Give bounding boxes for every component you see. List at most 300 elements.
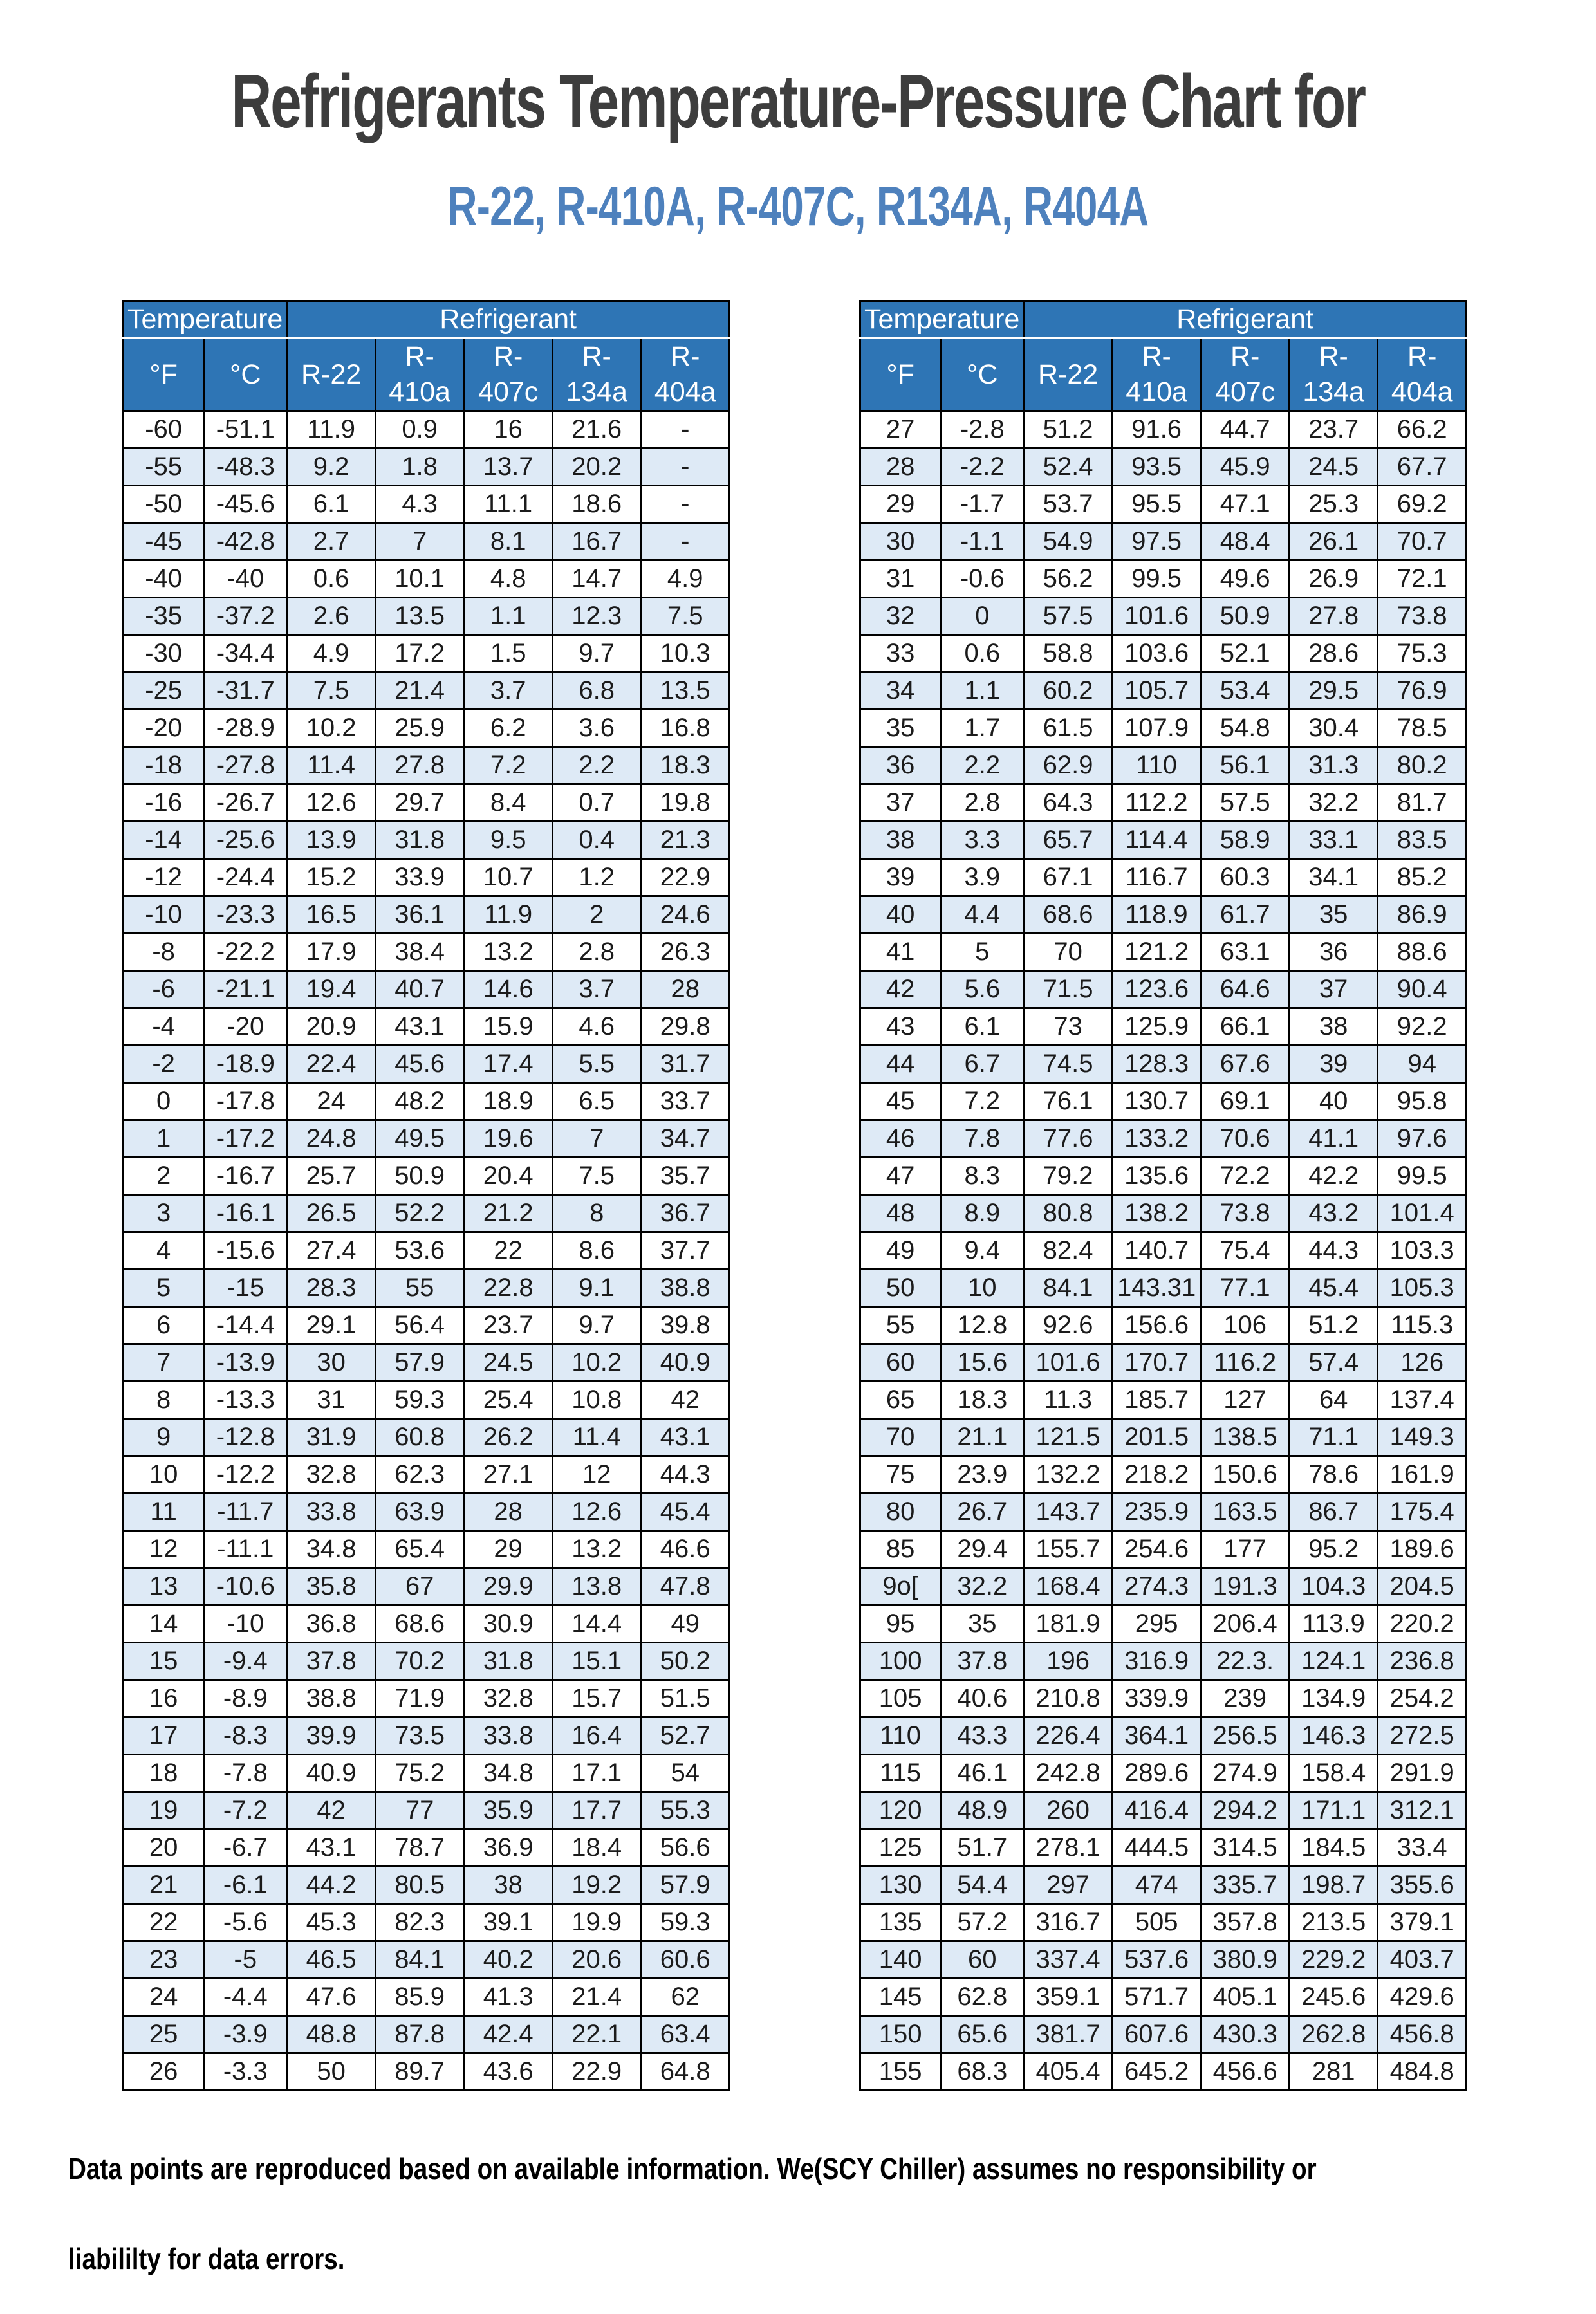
table-cell: 68.3 bbox=[941, 2053, 1024, 2091]
table-cell: 101.6 bbox=[1112, 598, 1201, 635]
table-cell: 95.2 bbox=[1289, 1531, 1378, 1568]
table-cell: 17.4 bbox=[464, 1046, 553, 1083]
table-cell: 79.2 bbox=[1024, 1158, 1113, 1195]
table-cell: 289.6 bbox=[1112, 1755, 1201, 1792]
table-cell: 41.1 bbox=[1289, 1120, 1378, 1158]
table-cell: 82.3 bbox=[375, 1904, 464, 1941]
table-row bbox=[860, 1606, 1467, 1643]
table-cell: 149.3 bbox=[1378, 1419, 1467, 1456]
table-cell: 69.2 bbox=[1378, 486, 1467, 523]
table-cell: 75.2 bbox=[375, 1755, 464, 1792]
table-cell: 235.9 bbox=[1112, 1494, 1201, 1531]
table-cell: 21.1 bbox=[941, 1419, 1024, 1456]
table-cell: -9.4 bbox=[204, 1643, 287, 1680]
table-row bbox=[124, 560, 730, 598]
table-cell: 4 bbox=[124, 1232, 204, 1270]
table-cell: 1 bbox=[124, 1120, 204, 1158]
table-cell: 359.1 bbox=[1024, 1979, 1113, 2016]
table-cell: 57.4 bbox=[1289, 1344, 1378, 1382]
table-cell: 27.8 bbox=[1289, 598, 1378, 635]
table-cell: 146.3 bbox=[1289, 1717, 1378, 1755]
table-cell: 52.1 bbox=[1201, 635, 1290, 672]
table-cell: 135.6 bbox=[1112, 1158, 1201, 1195]
table-cell: 65.6 bbox=[941, 2016, 1024, 2053]
table-cell: 6.1 bbox=[287, 486, 376, 523]
table-cell: -16.1 bbox=[204, 1195, 287, 1232]
table-cell: 77.1 bbox=[1201, 1270, 1290, 1307]
table-cell: 89.7 bbox=[375, 2053, 464, 2091]
table-cell: 2.7 bbox=[287, 523, 376, 560]
table-cell: 47.1 bbox=[1201, 486, 1290, 523]
table-cell: 3.7 bbox=[552, 971, 641, 1008]
table-cell: 70 bbox=[1024, 934, 1113, 971]
table-cell: 2.8 bbox=[552, 934, 641, 971]
table-cell: 35 bbox=[1289, 896, 1378, 934]
table-cell: 94 bbox=[1378, 1046, 1467, 1083]
column-header-row bbox=[124, 338, 730, 411]
table-cell: 130 bbox=[860, 1867, 941, 1904]
table-cell: 68.6 bbox=[375, 1606, 464, 1643]
table-cell: 35.7 bbox=[641, 1158, 730, 1195]
table-cell: 14.7 bbox=[552, 560, 641, 598]
table-cell: -20 bbox=[124, 710, 204, 747]
table-cell: 48 bbox=[860, 1195, 941, 1232]
table-cell: 65 bbox=[860, 1382, 941, 1419]
table-row bbox=[860, 1344, 1467, 1382]
group-header-row bbox=[124, 301, 730, 338]
table-cell: 75 bbox=[860, 1456, 941, 1494]
page bbox=[0, 57, 1596, 2277]
table-cell: 40.7 bbox=[375, 971, 464, 1008]
table-cell: -2 bbox=[124, 1046, 204, 1083]
table-cell: 196 bbox=[1024, 1643, 1113, 1680]
table-cell: -10 bbox=[204, 1606, 287, 1643]
table-cell: 138.2 bbox=[1112, 1195, 1201, 1232]
table-cell: -13.3 bbox=[204, 1382, 287, 1419]
table-cell: 13.9 bbox=[287, 822, 376, 859]
table-cell: 114.4 bbox=[1112, 822, 1201, 859]
temperature-pressure-table-right bbox=[859, 300, 1467, 2091]
table-cell: 2 bbox=[124, 1158, 204, 1195]
table-cell: 22 bbox=[464, 1232, 553, 1270]
table-row bbox=[860, 1531, 1467, 1568]
table-cell: 242.8 bbox=[1024, 1755, 1113, 1792]
table-row bbox=[124, 1270, 730, 1307]
table-cell: - bbox=[641, 486, 730, 523]
table-cell: -34.4 bbox=[204, 635, 287, 672]
table-row bbox=[860, 1755, 1467, 1792]
table-row bbox=[124, 896, 730, 934]
table-cell: 13.5 bbox=[375, 598, 464, 635]
table-cell: 16.7 bbox=[552, 523, 641, 560]
table-cell: 51.2 bbox=[1289, 1307, 1378, 1344]
table-cell: -1.1 bbox=[941, 523, 1024, 560]
table-cell: 115.3 bbox=[1378, 1307, 1467, 1344]
table-cell: 11.9 bbox=[464, 896, 553, 934]
table-row bbox=[124, 1941, 730, 1979]
table-cell: 106 bbox=[1201, 1307, 1290, 1344]
table-row bbox=[860, 1120, 1467, 1158]
table-cell: 143.7 bbox=[1024, 1494, 1113, 1531]
table-cell: 59.3 bbox=[375, 1382, 464, 1419]
table-cell: -30 bbox=[124, 635, 204, 672]
column-header: R-22 bbox=[1024, 338, 1113, 411]
table-cell: 105.7 bbox=[1112, 672, 1201, 710]
table-row bbox=[124, 1456, 730, 1494]
table-cell: -1.7 bbox=[941, 486, 1024, 523]
table-cell: 137.4 bbox=[1378, 1382, 1467, 1419]
table-row bbox=[860, 1717, 1467, 1755]
table-cell: 66.1 bbox=[1201, 1008, 1290, 1046]
table-cell: 6.8 bbox=[552, 672, 641, 710]
table-row bbox=[124, 1755, 730, 1792]
table-cell: 0.4 bbox=[552, 822, 641, 859]
table-cell: 13.2 bbox=[464, 934, 553, 971]
table-cell: 607.6 bbox=[1112, 2016, 1201, 2053]
table-cell: 2.2 bbox=[941, 747, 1024, 784]
table-cell: 53.6 bbox=[375, 1232, 464, 1270]
table-cell: 19.4 bbox=[287, 971, 376, 1008]
table-cell: 24.5 bbox=[464, 1344, 553, 1382]
table-cell: 6.1 bbox=[941, 1008, 1024, 1046]
table-cell: 132.2 bbox=[1024, 1456, 1113, 1494]
table-row bbox=[124, 1643, 730, 1680]
table-cell: 6.2 bbox=[464, 710, 553, 747]
table-cell: -26.7 bbox=[204, 784, 287, 822]
table-cell: 220.2 bbox=[1378, 1606, 1467, 1643]
table-cell: 31 bbox=[287, 1382, 376, 1419]
table-cell: 42.2 bbox=[1289, 1158, 1378, 1195]
table-cell: 42 bbox=[641, 1382, 730, 1419]
table-cell: -40 bbox=[204, 560, 287, 598]
table-cell: 7.5 bbox=[552, 1158, 641, 1195]
table-cell: 105 bbox=[860, 1680, 941, 1717]
table-cell: -37.2 bbox=[204, 598, 287, 635]
table-row bbox=[124, 859, 730, 896]
table-cell: 26.1 bbox=[1289, 523, 1378, 560]
table-cell: 90.4 bbox=[1378, 971, 1467, 1008]
table-cell: 22.9 bbox=[641, 859, 730, 896]
table-cell: -42.8 bbox=[204, 523, 287, 560]
table-cell: 25 bbox=[124, 2016, 204, 2053]
table-cell: 25.3 bbox=[1289, 486, 1378, 523]
table-row bbox=[860, 1046, 1467, 1083]
table-cell: 73 bbox=[1024, 1008, 1113, 1046]
table-cell: 26.9 bbox=[1289, 560, 1378, 598]
table-row bbox=[860, 1568, 1467, 1606]
table-row bbox=[124, 486, 730, 523]
refrigerant-group-header: Refrigerant bbox=[1024, 301, 1467, 338]
table-cell: 3.9 bbox=[941, 859, 1024, 896]
table-cell: 68.6 bbox=[1024, 896, 1113, 934]
table-cell: 31.3 bbox=[1289, 747, 1378, 784]
table-cell: 405.1 bbox=[1201, 1979, 1290, 2016]
table-row bbox=[860, 1904, 1467, 1941]
table-row bbox=[124, 598, 730, 635]
table-row bbox=[860, 1270, 1467, 1307]
table-cell: 229.2 bbox=[1289, 1941, 1378, 1979]
table-cell: 113.9 bbox=[1289, 1606, 1378, 1643]
table-cell: 32 bbox=[860, 598, 941, 635]
table-cell: 36 bbox=[1289, 934, 1378, 971]
table-cell: 170.7 bbox=[1112, 1344, 1201, 1382]
table-cell: -8 bbox=[124, 934, 204, 971]
table-cell: -13.9 bbox=[204, 1344, 287, 1382]
table-cell: 34.8 bbox=[464, 1755, 553, 1792]
table-cell: 39.1 bbox=[464, 1904, 553, 1941]
table-cell: 63.9 bbox=[375, 1494, 464, 1531]
table-row bbox=[124, 1382, 730, 1419]
table-cell: 101.6 bbox=[1024, 1344, 1113, 1382]
table-cell: 380.9 bbox=[1201, 1941, 1290, 1979]
table-cell: 45.3 bbox=[287, 1904, 376, 1941]
table-cell: 70.7 bbox=[1378, 523, 1467, 560]
table-cell: 5 bbox=[941, 934, 1024, 971]
table-row bbox=[124, 822, 730, 859]
table-cell: 17.2 bbox=[375, 635, 464, 672]
table-cell: 256.5 bbox=[1201, 1717, 1290, 1755]
table-cell: 44.7 bbox=[1201, 411, 1290, 449]
table-cell: 8.6 bbox=[552, 1232, 641, 1270]
table-row bbox=[860, 1232, 1467, 1270]
table-cell: 38.4 bbox=[375, 934, 464, 971]
table-cell: 295 bbox=[1112, 1606, 1201, 1643]
table-cell: 44.2 bbox=[287, 1867, 376, 1904]
table-cell: 23 bbox=[124, 1941, 204, 1979]
table-cell: 13.5 bbox=[641, 672, 730, 710]
table-cell: 60.8 bbox=[375, 1419, 464, 1456]
table-cell: -25.6 bbox=[204, 822, 287, 859]
table-cell: 28 bbox=[860, 449, 941, 486]
table-row bbox=[124, 1344, 730, 1382]
table-row bbox=[124, 1606, 730, 1643]
table-cell: 55 bbox=[375, 1270, 464, 1307]
table-row bbox=[860, 710, 1467, 747]
table-cell: 7.5 bbox=[641, 598, 730, 635]
table-cell: 29.7 bbox=[375, 784, 464, 822]
table-cell: 31 bbox=[860, 560, 941, 598]
table-row bbox=[860, 1941, 1467, 1979]
table-cell: 15.1 bbox=[552, 1643, 641, 1680]
table-cell: 81.7 bbox=[1378, 784, 1467, 822]
table-cell: -16.7 bbox=[204, 1158, 287, 1195]
table-cell: 65.4 bbox=[375, 1531, 464, 1568]
table-cell: -11.1 bbox=[204, 1531, 287, 1568]
table-row bbox=[124, 1008, 730, 1046]
table-cell: 45.4 bbox=[1289, 1270, 1378, 1307]
table-cell: 40.2 bbox=[464, 1941, 553, 1979]
table-row bbox=[860, 784, 1467, 822]
table-cell: -6 bbox=[124, 971, 204, 1008]
table-cell: 133.2 bbox=[1112, 1120, 1201, 1158]
table-cell: 3 bbox=[124, 1195, 204, 1232]
table-cell: 67.1 bbox=[1024, 859, 1113, 896]
table-cell: 38 bbox=[1289, 1008, 1378, 1046]
table-cell: 456.6 bbox=[1201, 2053, 1290, 2091]
table-cell: 91.6 bbox=[1112, 411, 1201, 449]
table-cell: -6.1 bbox=[204, 1867, 287, 1904]
table-cell: 335.7 bbox=[1201, 1867, 1290, 1904]
table-cell: 16.4 bbox=[552, 1717, 641, 1755]
left-table-body bbox=[124, 411, 730, 2091]
disclaimer bbox=[68, 2151, 1596, 2277]
table-cell: 66.2 bbox=[1378, 411, 1467, 449]
table-cell: 49 bbox=[641, 1606, 730, 1643]
table-cell: 80.8 bbox=[1024, 1195, 1113, 1232]
table-cell: 28.3 bbox=[287, 1270, 376, 1307]
table-cell: 26.2 bbox=[464, 1419, 553, 1456]
table-cell: 281 bbox=[1289, 2053, 1378, 2091]
table-row bbox=[124, 784, 730, 822]
table-cell: 571.7 bbox=[1112, 1979, 1201, 2016]
table-cell: 12.6 bbox=[552, 1494, 641, 1531]
table-cell: 6.7 bbox=[941, 1046, 1024, 1083]
table-cell: 54.4 bbox=[941, 1867, 1024, 1904]
table-row bbox=[860, 635, 1467, 672]
table-cell: 47 bbox=[860, 1158, 941, 1195]
table-cell: -12 bbox=[124, 859, 204, 896]
table-cell: 364.1 bbox=[1112, 1717, 1201, 1755]
table-cell: 34.7 bbox=[641, 1120, 730, 1158]
table-cell: -2.2 bbox=[941, 449, 1024, 486]
table-row bbox=[860, 2016, 1467, 2053]
table-row bbox=[860, 934, 1467, 971]
table-row bbox=[124, 1158, 730, 1195]
column-header: °C bbox=[941, 338, 1024, 411]
table-cell: 140.7 bbox=[1112, 1232, 1201, 1270]
table-cell: 20.9 bbox=[287, 1008, 376, 1046]
table-cell: 35 bbox=[941, 1606, 1024, 1643]
table-cell: -51.1 bbox=[204, 411, 287, 449]
table-cell: 19 bbox=[124, 1792, 204, 1829]
table-row bbox=[860, 1829, 1467, 1867]
table-cell: 9.1 bbox=[552, 1270, 641, 1307]
table-cell: 101.4 bbox=[1378, 1195, 1467, 1232]
table-cell: 56.2 bbox=[1024, 560, 1113, 598]
table-cell: 123.6 bbox=[1112, 971, 1201, 1008]
table-cell: 34.8 bbox=[287, 1531, 376, 1568]
table-cell: 456.8 bbox=[1378, 2016, 1467, 2053]
table-cell: 54.8 bbox=[1201, 710, 1290, 747]
left-table-header bbox=[124, 301, 730, 411]
table-cell: 430.3 bbox=[1201, 2016, 1290, 2053]
table-cell: 47.8 bbox=[641, 1568, 730, 1606]
table-cell: 86.9 bbox=[1378, 896, 1467, 934]
table-cell: 78.5 bbox=[1378, 710, 1467, 747]
table-cell: 13.8 bbox=[552, 1568, 641, 1606]
table-row bbox=[860, 859, 1467, 896]
table-cell: 52.4 bbox=[1024, 449, 1113, 486]
table-cell: 3.6 bbox=[552, 710, 641, 747]
table-cell: 355.6 bbox=[1378, 1867, 1467, 1904]
table-cell: 206.4 bbox=[1201, 1606, 1290, 1643]
table-row bbox=[124, 1046, 730, 1083]
right-table-header bbox=[860, 301, 1467, 411]
table-cell: 86.7 bbox=[1289, 1494, 1378, 1531]
table-row bbox=[860, 560, 1467, 598]
table-cell: 60.3 bbox=[1201, 859, 1290, 896]
table-cell: 18.6 bbox=[552, 486, 641, 523]
table-cell: 4.9 bbox=[287, 635, 376, 672]
table-cell: 10 bbox=[941, 1270, 1024, 1307]
table-cell: 0.9 bbox=[375, 411, 464, 449]
table-cell: 62.8 bbox=[941, 1979, 1024, 2016]
page-title: Refrigerants Temperature-Pressure Chart for bbox=[231, 59, 1365, 144]
table-cell: 103.3 bbox=[1378, 1232, 1467, 1270]
table-row bbox=[124, 2016, 730, 2053]
table-cell: 32.8 bbox=[287, 1456, 376, 1494]
column-header: °F bbox=[860, 338, 941, 411]
table-cell: 40 bbox=[1289, 1083, 1378, 1120]
table-cell: 95 bbox=[860, 1606, 941, 1643]
table-row bbox=[124, 1195, 730, 1232]
table-cell: 294.2 bbox=[1201, 1792, 1290, 1829]
table-cell: 47.6 bbox=[287, 1979, 376, 2016]
table-cell: 34.1 bbox=[1289, 859, 1378, 896]
table-cell: 16.5 bbox=[287, 896, 376, 934]
table-cell: 72.2 bbox=[1201, 1158, 1290, 1195]
table-cell: 57.9 bbox=[641, 1867, 730, 1904]
table-cell: -55 bbox=[124, 449, 204, 486]
column-header: R-407c bbox=[464, 338, 553, 411]
table-cell: -2.8 bbox=[941, 411, 1024, 449]
table-cell: 84.1 bbox=[375, 1941, 464, 1979]
table-row bbox=[860, 1419, 1467, 1456]
table-cell: 26.7 bbox=[941, 1494, 1024, 1531]
table-cell: 645.2 bbox=[1112, 2053, 1201, 2091]
table-cell: 185.7 bbox=[1112, 1382, 1201, 1419]
table-cell: 19.6 bbox=[464, 1120, 553, 1158]
table-cell: 45.4 bbox=[641, 1494, 730, 1531]
table-cell: 60 bbox=[860, 1344, 941, 1382]
table-cell: 22.1 bbox=[552, 2016, 641, 2053]
temperature-group-header: Temperature bbox=[124, 301, 287, 338]
table-cell: 22.8 bbox=[464, 1270, 553, 1307]
table-cell: 3.7 bbox=[464, 672, 553, 710]
table-cell: 100 bbox=[860, 1643, 941, 1680]
table-cell: 15 bbox=[124, 1643, 204, 1680]
table-cell: 13.2 bbox=[552, 1531, 641, 1568]
table-cell: 127 bbox=[1201, 1382, 1290, 1419]
table-cell: 41 bbox=[860, 934, 941, 971]
table-cell: 210.8 bbox=[1024, 1680, 1113, 1717]
table-cell: 339.9 bbox=[1112, 1680, 1201, 1717]
table-cell: -8.9 bbox=[204, 1680, 287, 1717]
table-cell: 204.5 bbox=[1378, 1568, 1467, 1606]
right-table-body bbox=[860, 411, 1467, 2091]
table-cell: 39 bbox=[1289, 1046, 1378, 1083]
table-cell: 2.2 bbox=[552, 747, 641, 784]
table-cell: 2 bbox=[552, 896, 641, 934]
table-cell: 50 bbox=[287, 2053, 376, 2091]
table-cell: 158.4 bbox=[1289, 1755, 1378, 1792]
column-header: R-22 bbox=[287, 338, 376, 411]
table-cell: 29.5 bbox=[1289, 672, 1378, 710]
table-cell: 37 bbox=[860, 784, 941, 822]
table-cell: 27.8 bbox=[375, 747, 464, 784]
table-row bbox=[860, 747, 1467, 784]
table-cell: 72.1 bbox=[1378, 560, 1467, 598]
table-cell: 84.1 bbox=[1024, 1270, 1113, 1307]
table-cell: -12.2 bbox=[204, 1456, 287, 1494]
table-cell: 0.6 bbox=[287, 560, 376, 598]
table-row bbox=[860, 1382, 1467, 1419]
table-cell: 56.1 bbox=[1201, 747, 1290, 784]
table-cell: 28.6 bbox=[1289, 635, 1378, 672]
table-cell: 314.5 bbox=[1201, 1829, 1290, 1867]
table-cell: 48.9 bbox=[941, 1792, 1024, 1829]
table-cell: -14 bbox=[124, 822, 204, 859]
